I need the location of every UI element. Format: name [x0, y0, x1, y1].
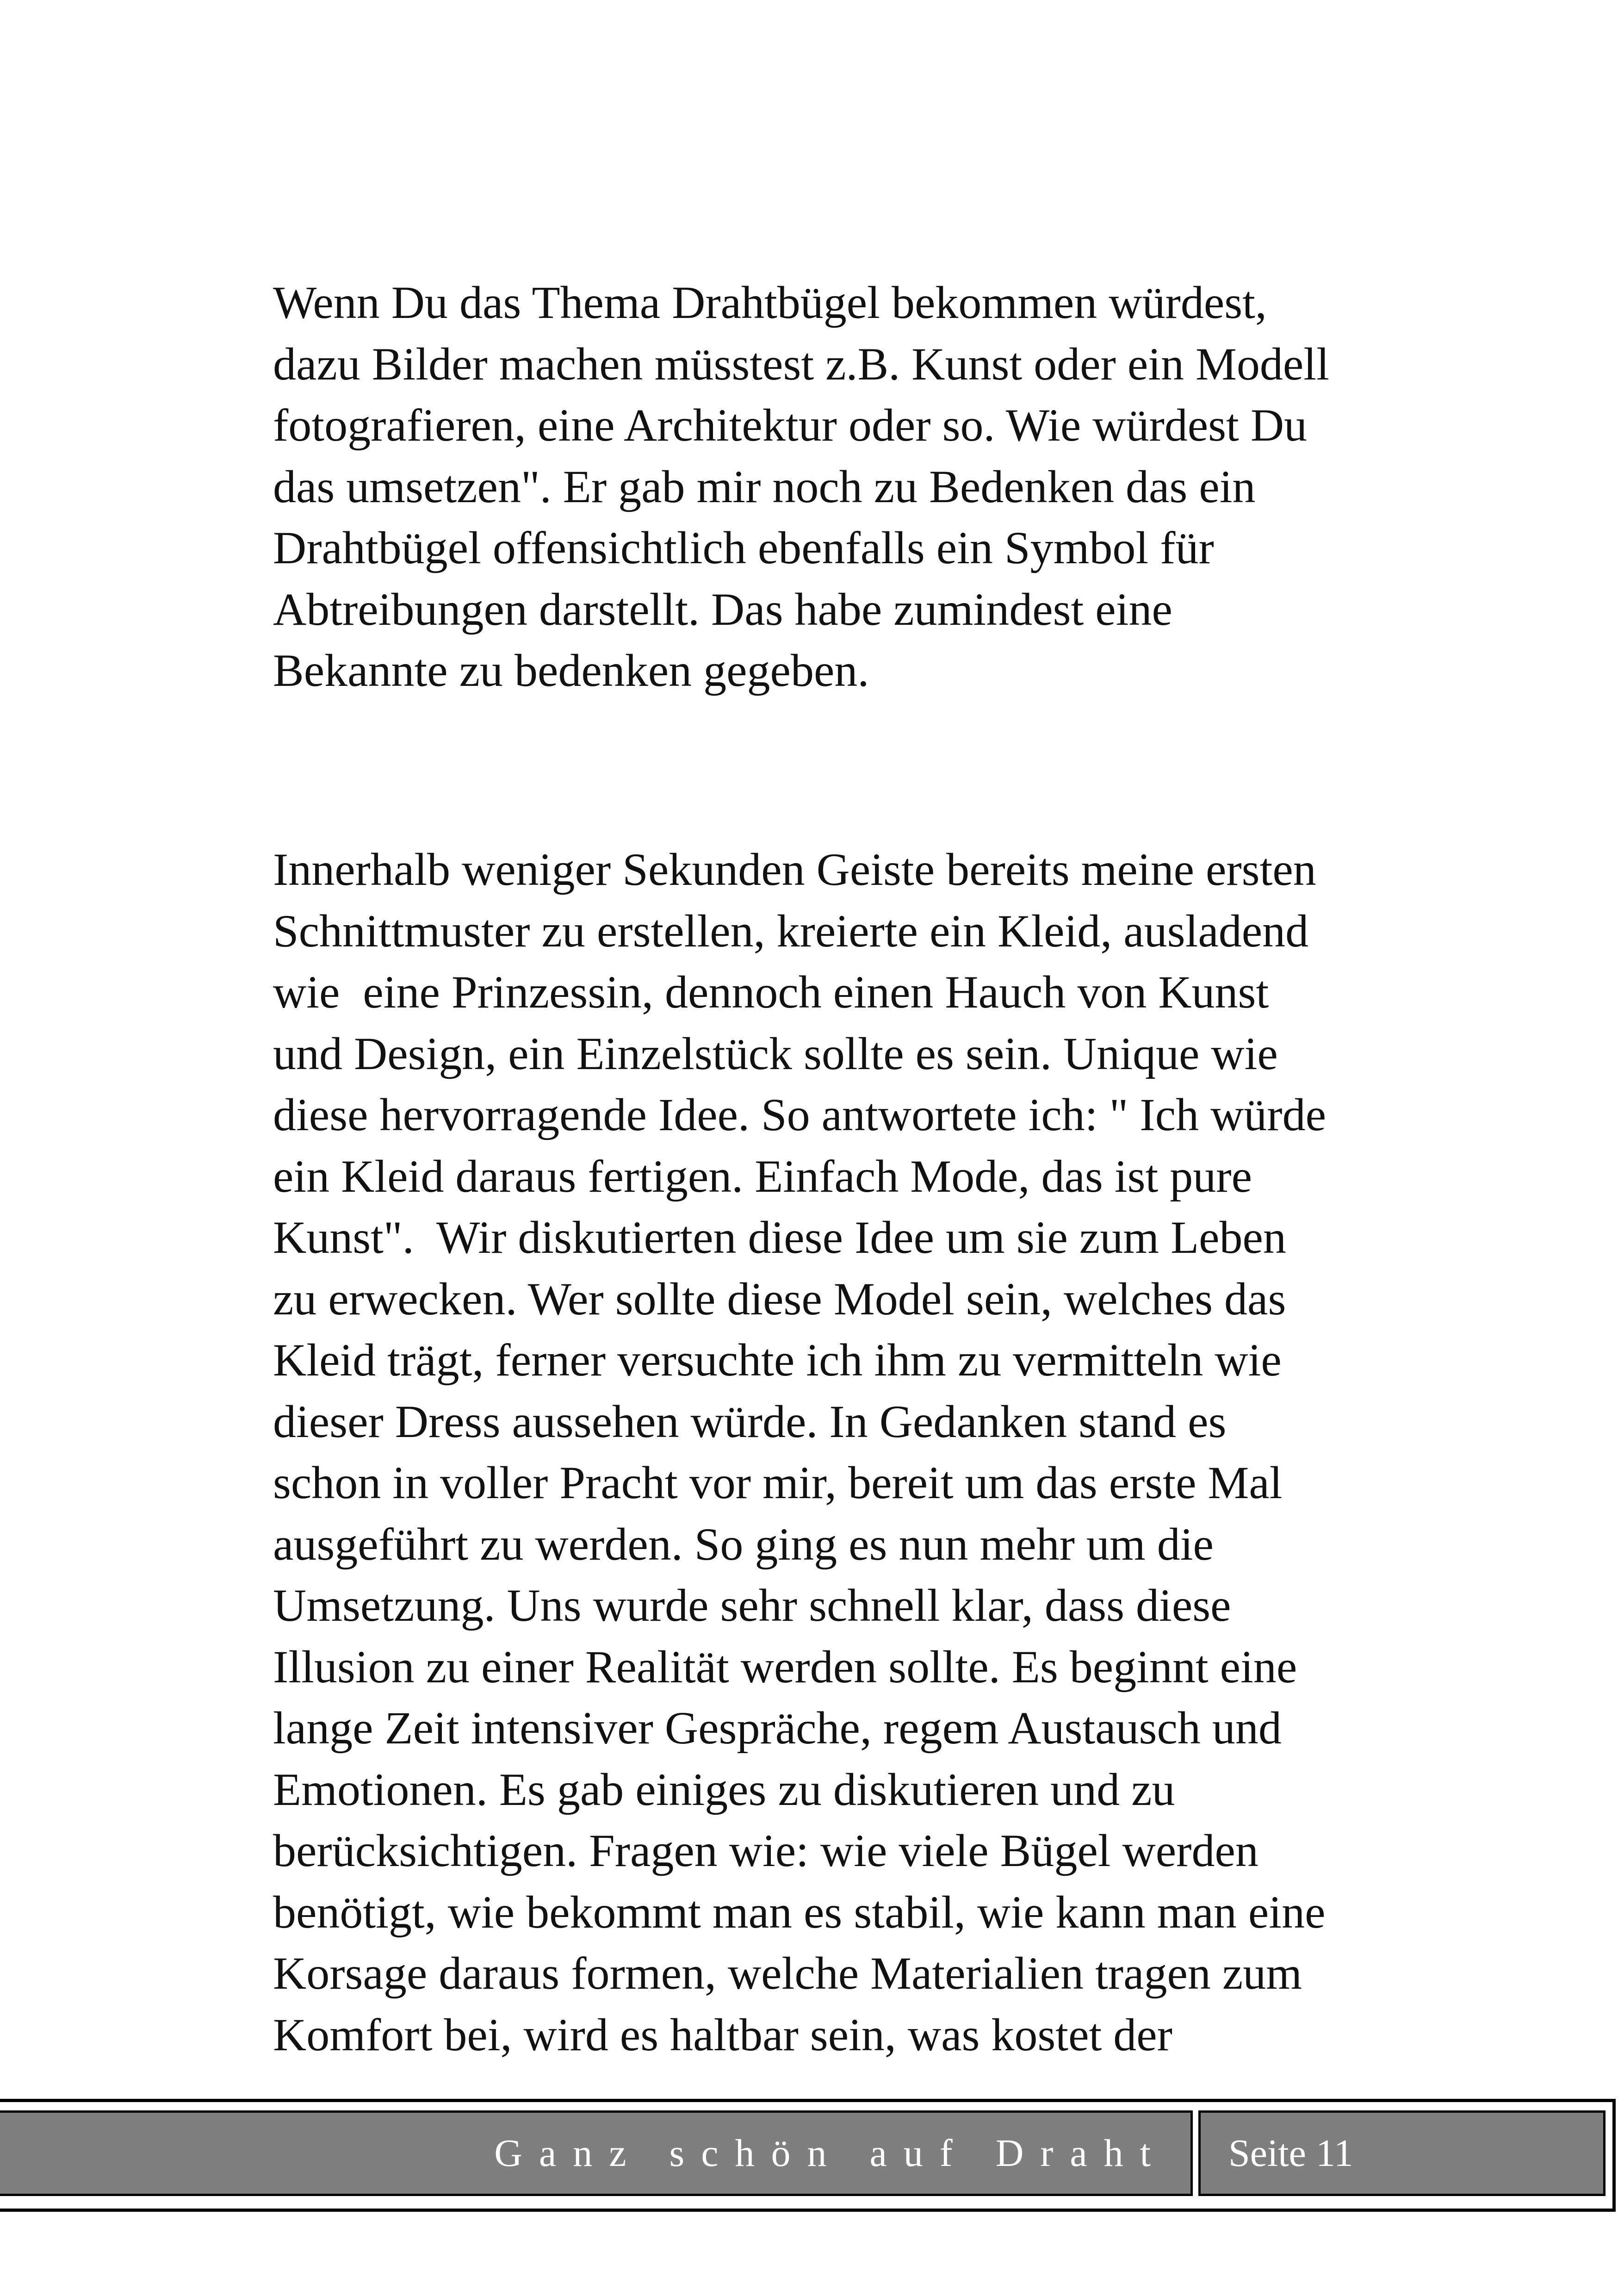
page-number: Seite 11 — [1228, 2132, 1353, 2175]
text-line: Emotionen. Es gab einiges zu diskutieren und zu — [273, 1763, 1175, 1815]
text-line: dazu Bilder machen müsstest z.B. Kunst oder ein Modell — [273, 338, 1329, 390]
text-line: zu erwecken. Wer sollte diese Model sein, welches das — [273, 1273, 1286, 1325]
text-line: das umsetzen". Er gab mir noch zu Bedenken das ein — [273, 460, 1256, 512]
text-line: schon in voller Pracht vor mir, bereit um das erste Mal — [273, 1457, 1283, 1508]
text-line: berücksichtigen. Fragen wie: wie viele Bügel werden — [273, 1825, 1258, 1876]
text-line: Innerhalb weniger Sekunden Geiste bereits meine ersten — [273, 844, 1316, 895]
text-line: diese hervorragende Idee. So antwortete ich: " Ich würde — [273, 1089, 1326, 1140]
text-line: ausgeführt zu werden. So ging es nun mehr um die — [273, 1518, 1214, 1570]
paragraph-1 — [273, 272, 1374, 702]
text-line: Kleid trägt, ferner versuchte ich ihm zu vermitteln wie — [273, 1334, 1282, 1386]
text-line: dieser Dress aussehen würde. In Gedanken stand es — [273, 1395, 1227, 1447]
text-line: Kunst". Wir diskutierten diese Idee um sie zum Leben — [273, 1212, 1286, 1263]
text-line: und Design, ein Einzelstück sollte es sein. Unique wie — [273, 1027, 1278, 1079]
text-line: Abtreibungen darstellt. Das habe zumindest eine — [273, 583, 1172, 635]
text-line: Bekannte zu bedenken gegeben. — [273, 645, 869, 696]
footer-page-box — [1198, 2110, 1606, 2196]
footer-title-box — [0, 2110, 1193, 2196]
footer-title: Ganz schön auf Draht — [494, 2132, 1167, 2175]
text-line: Illusion zu einer Realität werden sollte. Es beginnt eine — [273, 1641, 1297, 1692]
text-line: ein Kleid daraus fertigen. Einfach Mode, das ist pure — [273, 1150, 1252, 1202]
text-line: fotografieren, eine Architektur oder so. Wie würdest Du — [273, 399, 1308, 451]
text-line: Korsage daraus formen, welche Materialien tragen zum — [273, 1948, 1302, 1999]
paragraph-2 — [273, 839, 1374, 2066]
text-line: lange Zeit intensiver Gespräche, regem Austausch und — [273, 1702, 1282, 1754]
text-line: Schnittmuster zu erstellen, kreierte ein Kleid, ausladend — [273, 905, 1309, 957]
text-line: Umsetzung. Uns wurde sehr schnell klar, dass diese — [273, 1580, 1231, 1631]
text-line: benötigt, wie bekommt man es stabil, wie kann man eine — [273, 1886, 1326, 1938]
text-line: Komfort bei, wird es haltbar sein, was kostet der — [273, 2009, 1172, 2060]
text-line: Drahtbügel offensichtlich ebenfalls ein Symbol für — [273, 522, 1214, 573]
text-line: Wenn Du das Thema Drahtbügel bekommen würdest, — [273, 277, 1267, 328]
text-line: wie eine Prinzessin, dennoch einen Hauch von Kunst — [273, 966, 1269, 1018]
